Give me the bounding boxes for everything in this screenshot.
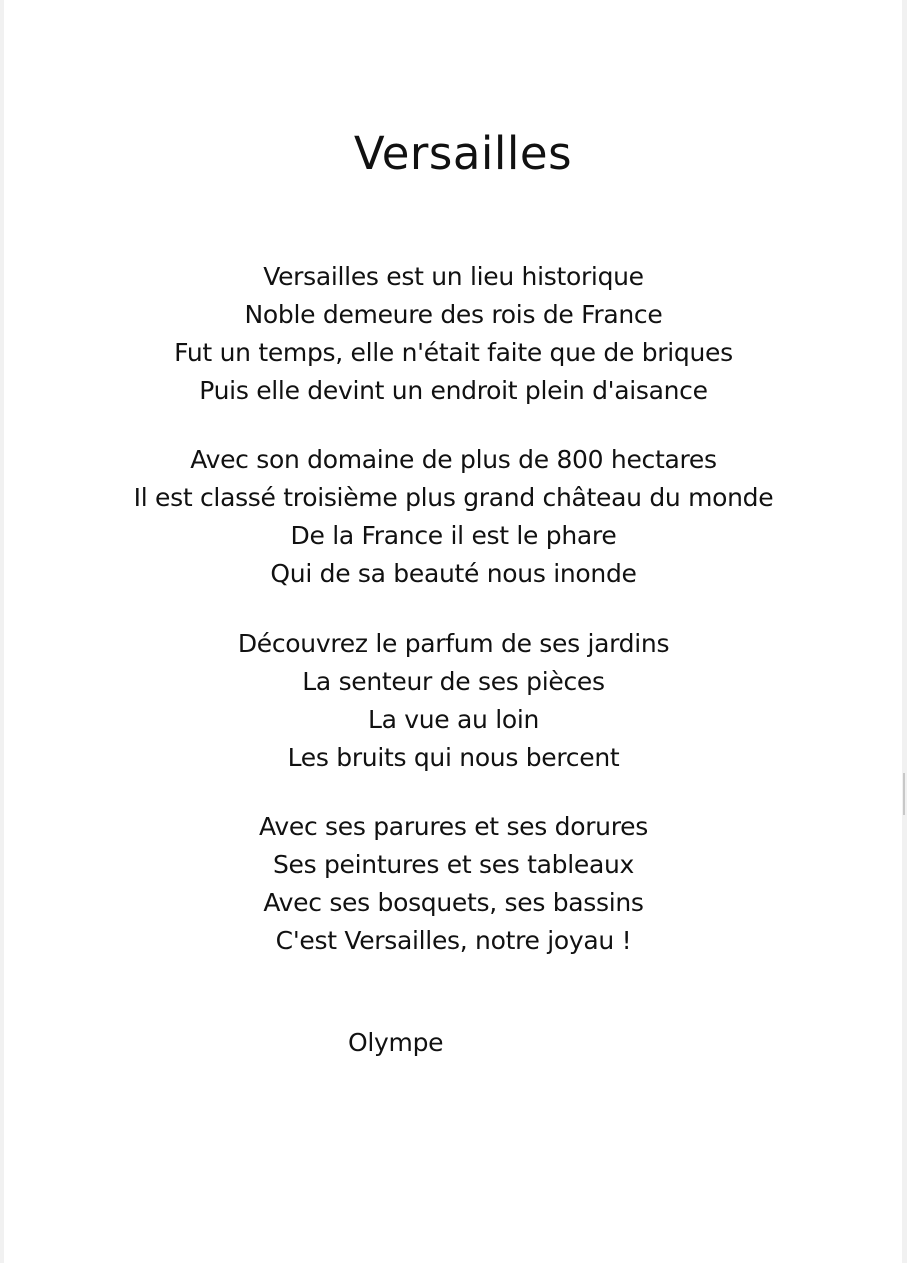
author-signature: Olympe [348,1028,444,1057]
stanza-3 [0,625,907,777]
stanza-1 [0,258,907,410]
poem-line: Noble demeure des rois de France [244,300,663,329]
poem-line: Qui de sa beauté nous inonde [270,559,637,588]
stanza-4 [0,808,907,960]
poem-line: Versailles est un lieu historique [263,262,644,291]
poem-line: Fut un temps, elle n'était faite que de briques [174,338,733,367]
poem-line: Ses peintures et ses tableaux [272,850,635,879]
poem-line: Puis elle devint un endroit plein d'aisance [199,376,708,405]
poem-line: Avec ses parures et ses dorures [259,812,648,841]
poem-line: C'est Versailles, notre joyau ! [275,926,632,955]
poem-line: Il est classé troisième plus grand château du monde [133,483,774,512]
poem-line: Avec son domaine de plus de 800 hectares [190,445,717,474]
stanza-2 [0,441,907,593]
poem-line: Les bruits qui nous bercent [287,743,620,772]
poem-line: La vue au loin [367,705,540,734]
poem-line: De la France il est le phare [290,521,617,550]
poem-line: Découvrez le parfum de ses jardins [237,629,670,658]
poem-title: Versailles [353,127,573,181]
poem-line: La senteur de ses pièces [302,667,605,696]
poem-line: Avec ses bosquets, ses bassins [263,888,644,917]
